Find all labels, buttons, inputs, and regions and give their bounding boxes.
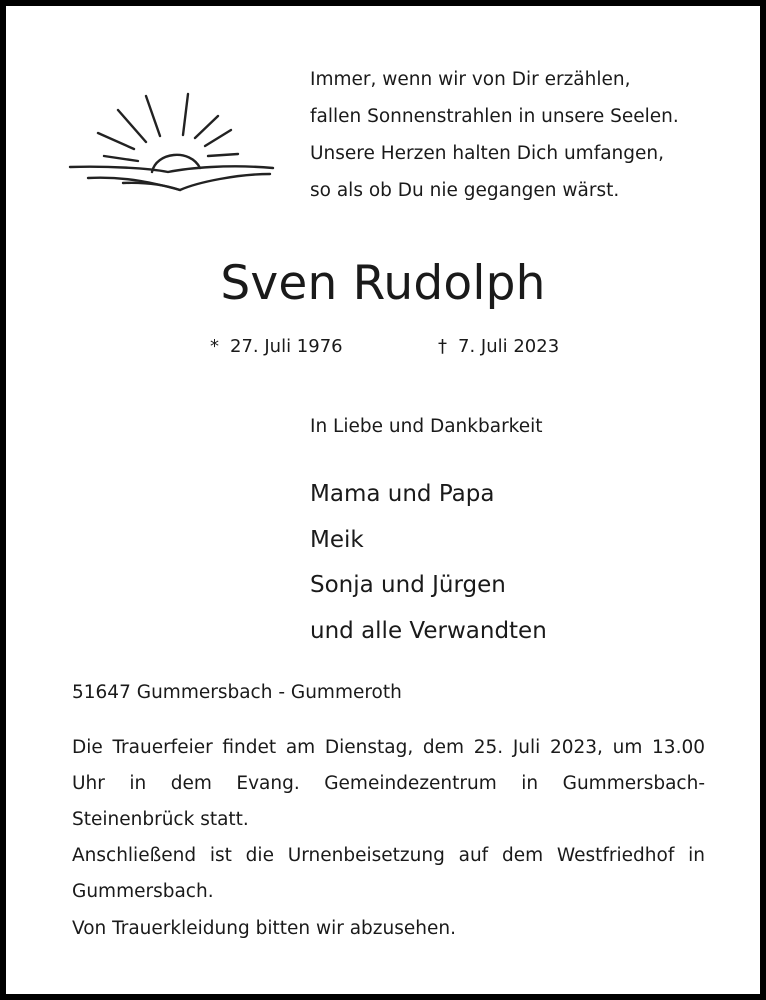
poem-line: so als ob Du nie gegangen wärst. [310,180,620,201]
mourner-name: Sonja und Jürgen [310,572,506,598]
ceremony-paragraph: Die Trauerfeier findet am Dienstag, dem 25. Juli 2023, um 13.00 Uhr in dem Evang. Gemeindezentrum in Gummersbach-Steinenbrück statt. [72,737,705,830]
poem-line: fallen Sonnenstrahlen in unsere Seelen. [310,106,679,127]
ceremony-info [72,730,705,910]
mourner-name: Meik [310,526,364,553]
mourners-intro: In Liebe und Dankbarkeit [310,416,543,437]
clothing-note: Von Trauerkleidung bitten wir abzusehen. [72,918,456,939]
mourners-list [310,472,547,654]
burial-paragraph: Anschließend ist die Urnenbeisetzung auf dem Westfriedhof in Gummersbach. [72,845,705,902]
place: 51647 Gummersbach - Gummeroth [72,682,402,703]
poem-line: Unsere Herzen halten Dich umfangen, [310,143,665,164]
death-date [438,336,559,357]
deceased-name: Sven Rudolph [220,256,546,311]
birth-date-text: 27. Juli 1976 [230,336,343,357]
poem [310,61,679,209]
rising-sun-icon [68,90,278,200]
poem-line: Immer, wenn wir von Dir erzählen, [310,69,631,90]
mourner-name: und alle Verwandten [310,617,547,644]
death-date-text: 7. Juli 2023 [458,336,560,357]
mourner-name: Mama und Papa [310,481,495,507]
birth-symbol: * [210,336,219,357]
death-symbol: † [438,336,447,357]
birth-date [210,336,343,357]
